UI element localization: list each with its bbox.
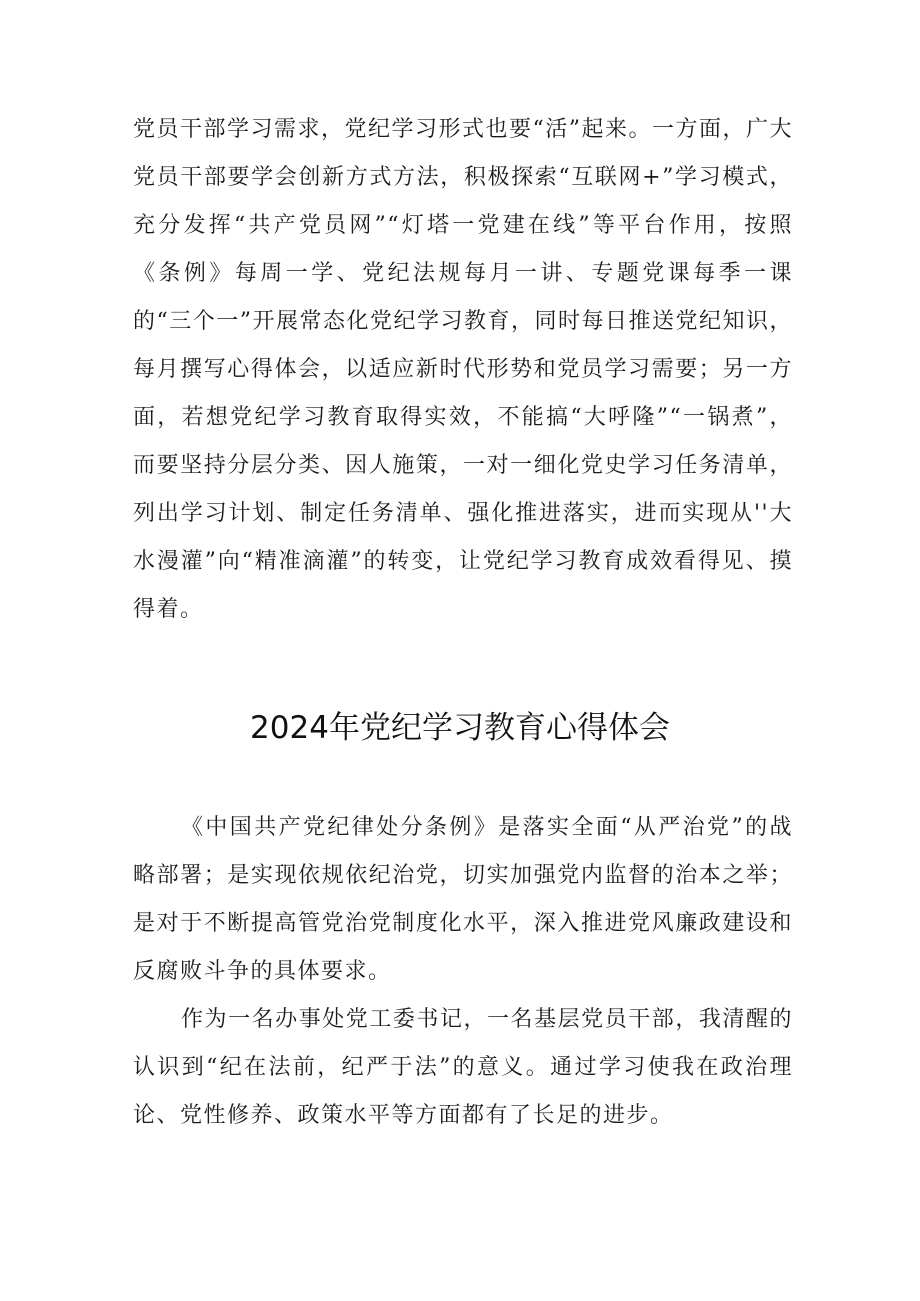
body-paragraph-1: 《中国共产党纪律处分条例》是落实全面“从严治党”的战略部署；是实现依规依纪治党，切实加强党内监督的治本之举；是对于不断提高管党治党制度化水平，深入推进党风廉政建设和反腐败斗争的具体要求。	[133, 815, 793, 984]
continuation-paragraph: 党员干部学习需求，党纪学习形式也要“活”起来。一方面，广大党员干部要学会创新方式方法，积极探索“互联网+”学习模式，充分发挥“共产党员网”“灯塔一党建在线”等平台作用，按照《条例》每周一学、党纪法规每月一讲、专题党课每季一课的“三个一”开展常态化党纪学习教育，同时每日推送党纪知识，每月撰写心得体会，以适应新时代形势和党员学习需要；另一方面，若想党纪学习教育取得实效，不能搞“大呼隆”“一锅煮”，而要坚持分层分类、因人施策，一对一细化党史学习任务清单，列出学习计划、制定任务清单、强化推进落实，进而实现从''大水漫灌”向“精准滴灌”的转变，让党纪学习教育成效看得见、摸得着。	[133, 117, 793, 622]
body-paragraph-2: 作为一名办事处党工委书记，一名基层党员干部，我清醒的认识到“纪在法前，纪严于法”的意义。通过学习使我在政治理论、党性修养、政策水平等方面都有了长足的进步。	[133, 1007, 793, 1128]
document-title: 2024年党纪学习教育心得体会	[250, 710, 670, 746]
